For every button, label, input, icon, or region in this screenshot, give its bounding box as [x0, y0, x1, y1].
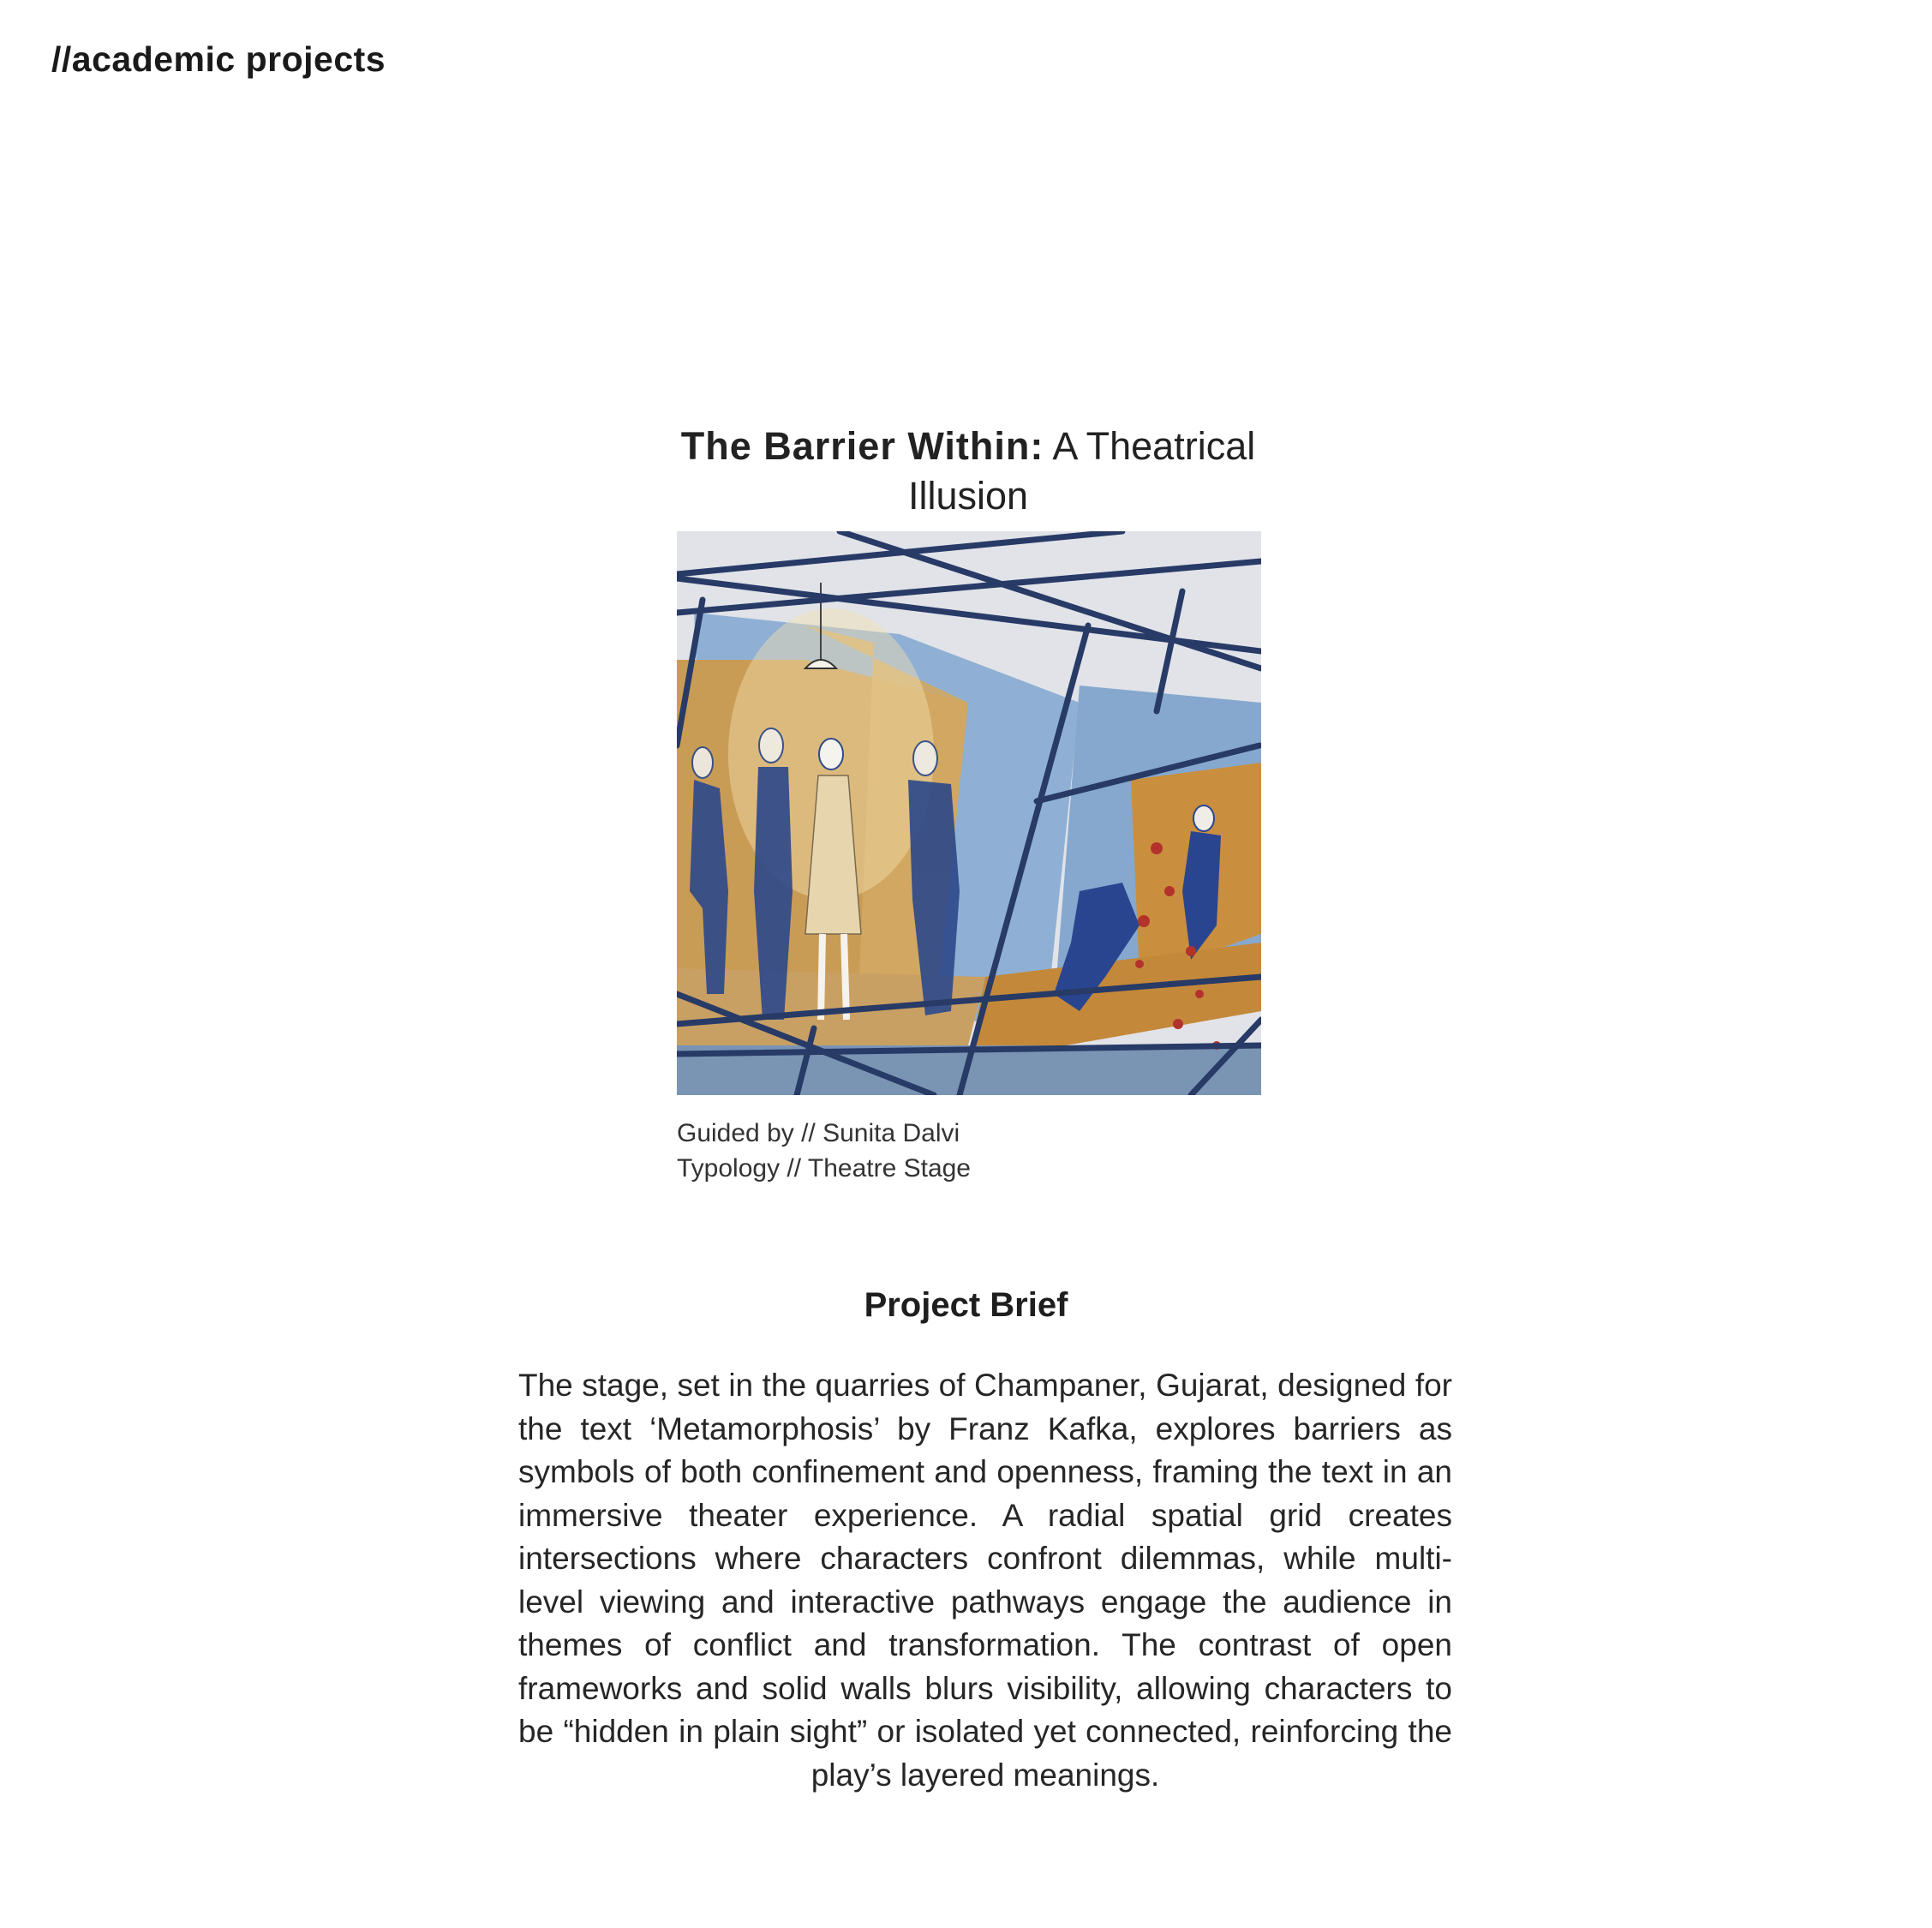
section-tag: //academic projects [51, 39, 386, 79]
project-title-rest: A Theatrical Illusion [907, 424, 1256, 518]
typology-line: Typology // Theatre Stage [677, 1154, 971, 1183]
stage-illustration [677, 531, 1261, 1095]
brief-heading: Project Brief [864, 1286, 1068, 1324]
project-title-bold: The Barrier Within: [680, 424, 1044, 468]
brief-body: The stage, set in the quarries of Champaner, Gujarat, designed for the text ‘Metamorphosis’ by Franz Kafka, explores barriers as symbols of both confinement and openness, framing the text in an immersive theater experience. A radial spatial grid creates intersections where characters confront dilemmas, while multi-level viewing and interactive pathways engage the audience in themes of conflict and transformation. The contrast of open frameworks and solid walls blurs visibility, allowing characters to be “hidden in plain sight” or isolated yet connected, reinforcing the play’s layered meanings. [518, 1368, 1452, 1793]
project-title [660, 422, 1277, 521]
guided-by-line: Guided by // Sunita Dalvi [677, 1119, 960, 1147]
project-meta [677, 1116, 971, 1186]
